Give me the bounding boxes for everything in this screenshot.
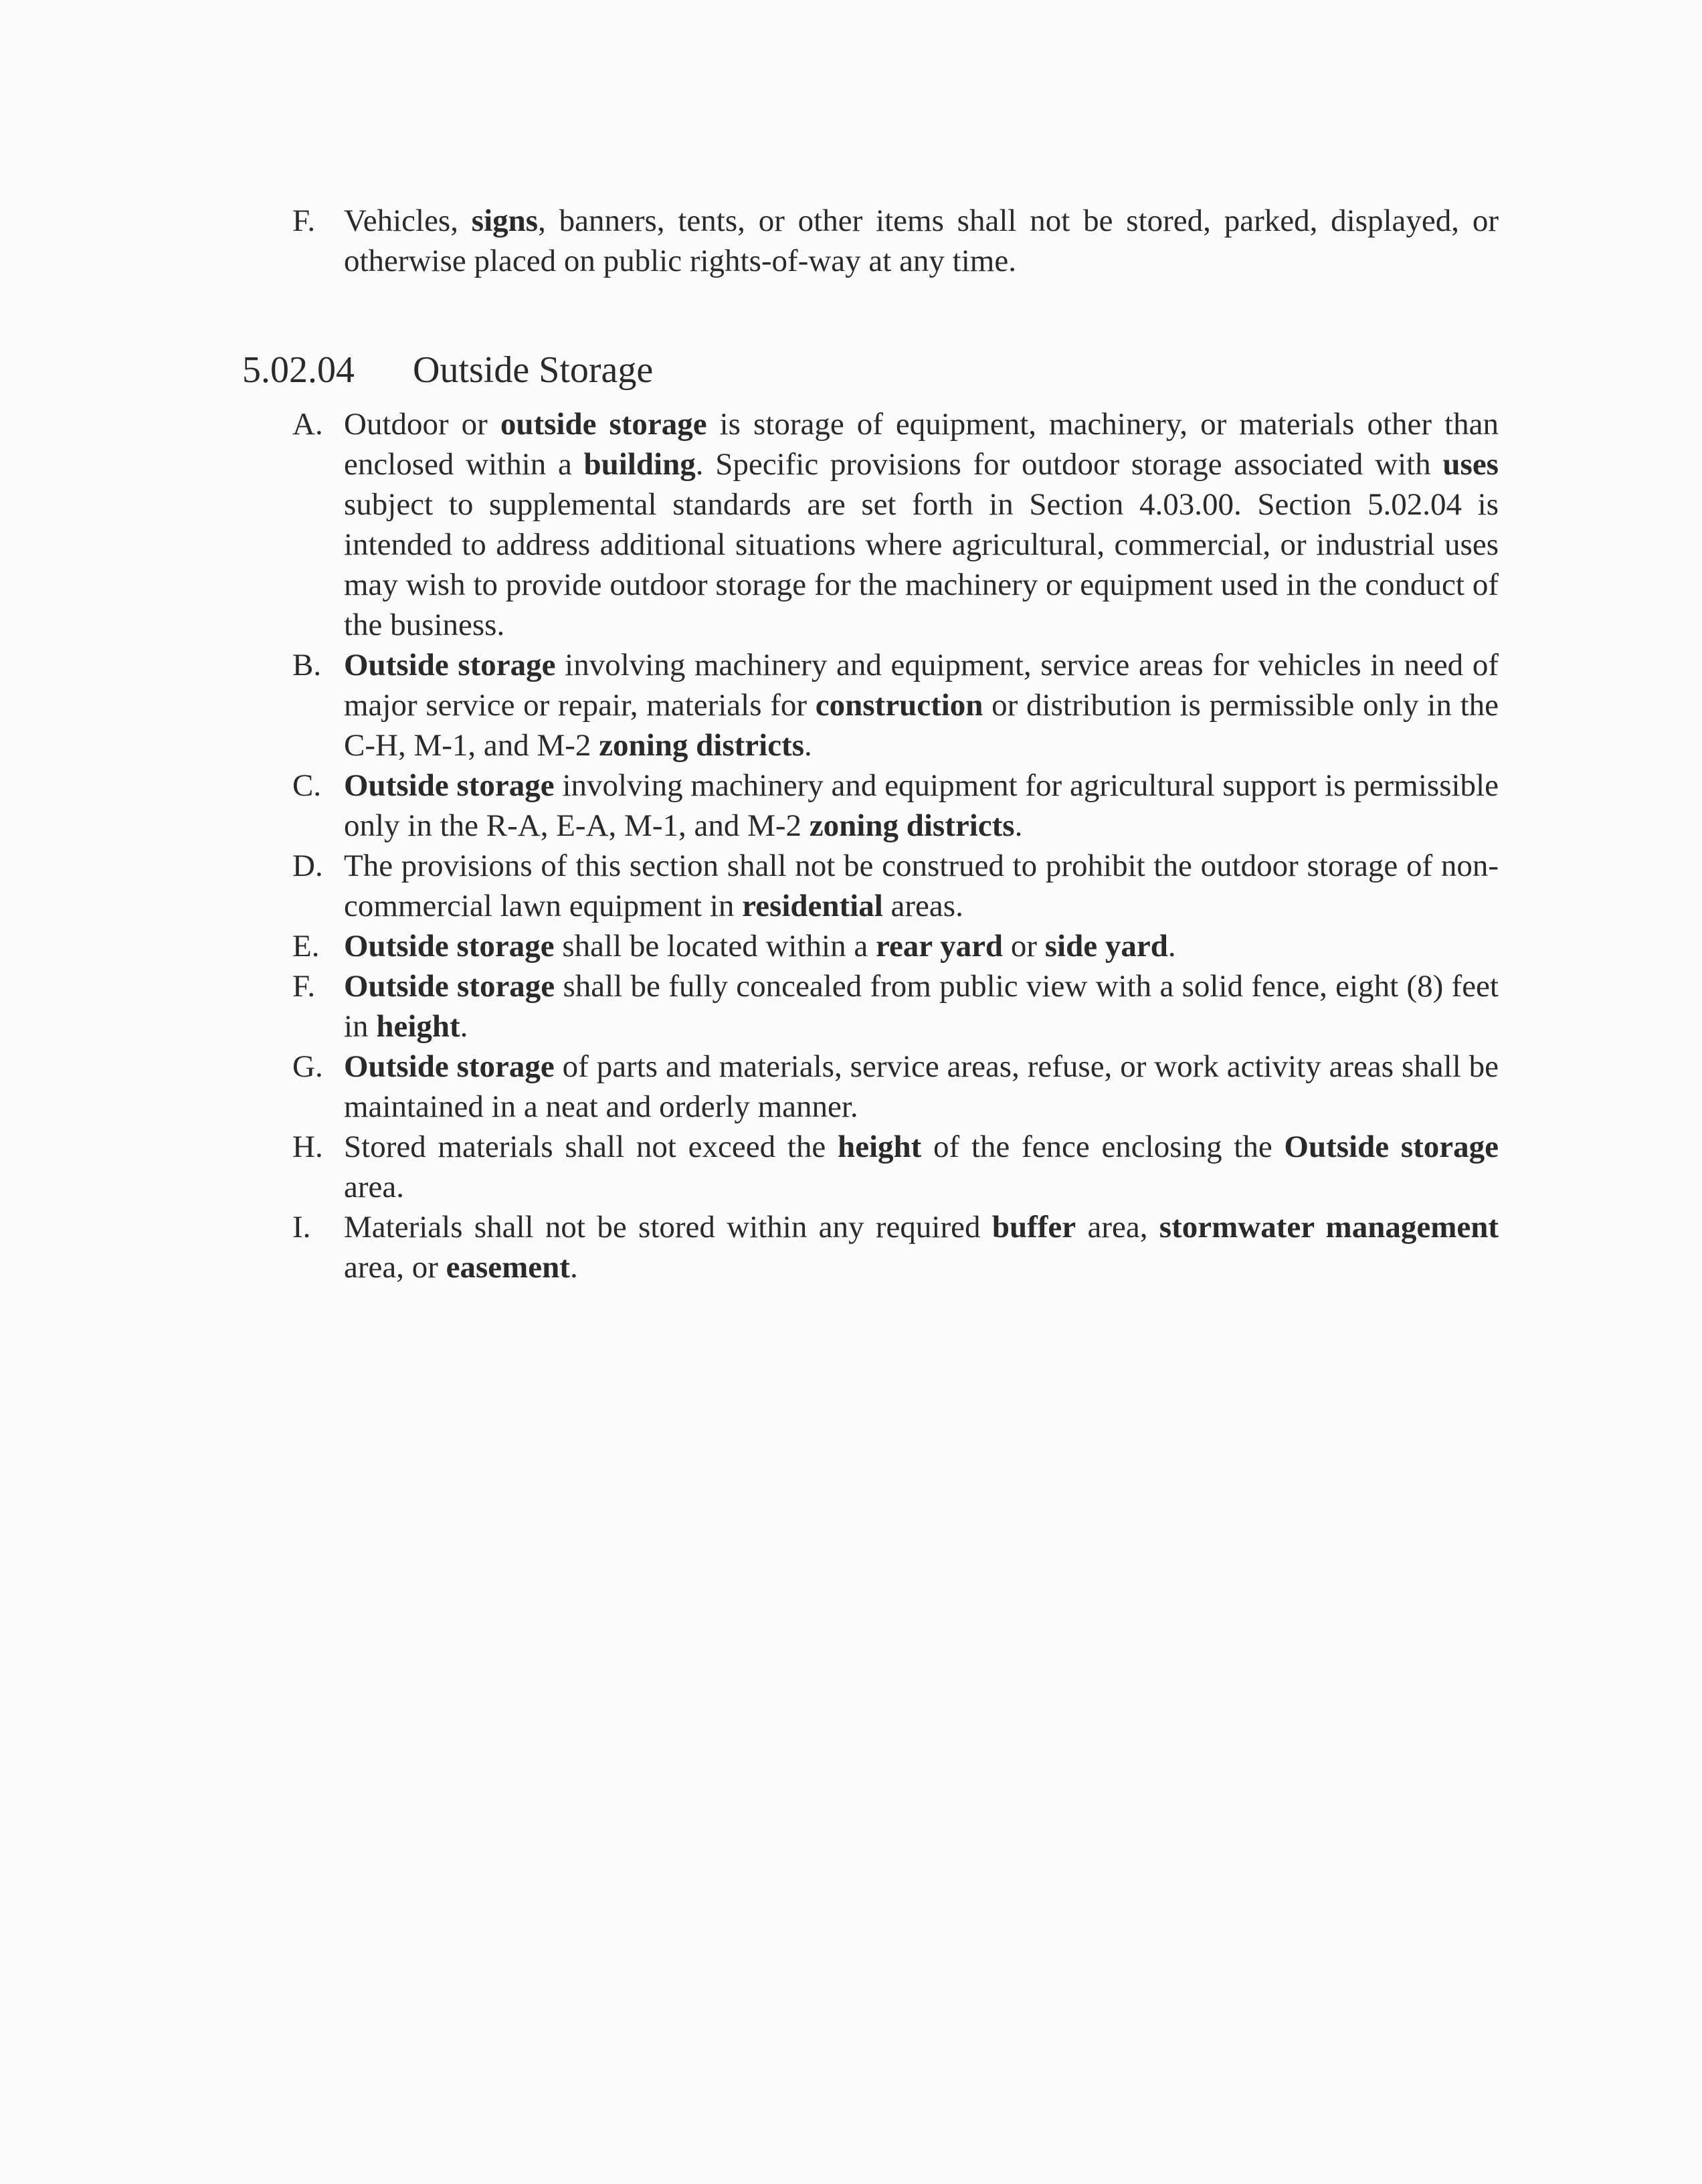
defined-term: outside storage <box>500 407 707 442</box>
defined-term: Outside storage <box>344 768 555 803</box>
list-item <box>292 846 1499 926</box>
text-run: Vehicles, <box>344 203 472 238</box>
text-run: involving machinery and equipment for agricultural support is permissible only in the R-A, E-A, M-1, and M-2 <box>344 768 1499 843</box>
item-label: C. <box>292 768 322 803</box>
list-item <box>292 966 1499 1046</box>
item-text <box>344 966 1499 1046</box>
defined-term: Outside storage <box>344 969 555 1004</box>
list-item <box>292 1207 1499 1287</box>
item-text <box>344 201 1499 281</box>
text-run: of the fence enclosing the <box>921 1129 1285 1164</box>
defined-term: buffer <box>991 1210 1076 1245</box>
outside-storage-list <box>292 404 1499 1287</box>
item-label: E. <box>292 929 320 964</box>
list-item <box>292 1046 1499 1127</box>
list-item <box>292 404 1499 645</box>
item-text <box>344 1207 1499 1287</box>
item-text <box>344 1127 1499 1207</box>
list-item <box>292 1127 1499 1207</box>
text-run: Outdoor or <box>344 407 500 442</box>
item-label: F. <box>292 969 316 1004</box>
text-run: or <box>1003 929 1045 964</box>
defined-term: side yard <box>1044 929 1168 964</box>
text-run: area, <box>1076 1210 1159 1245</box>
text-run: . Specific provisions for outdoor storage associated with <box>695 447 1443 482</box>
defined-term: building <box>583 447 696 482</box>
text-run: areas. <box>882 889 963 923</box>
text-run: , banners, tents, or other items shall not be stored, parked, displayed, or otherwise placed on public rights-of-way at any time. <box>344 203 1499 278</box>
text-run: . <box>569 1250 578 1285</box>
text-run: . <box>460 1009 468 1044</box>
list-item <box>292 645 1499 765</box>
defined-term: signs <box>471 203 539 238</box>
list-item <box>292 201 1499 281</box>
text-run: Stored materials shall not exceed the <box>344 1129 838 1164</box>
text-run: or distribution is permissible only in the C-H, M-1, and M-2 <box>344 688 1499 763</box>
defined-term: Outside storage <box>344 929 555 964</box>
defined-term: zoning districts <box>599 728 804 763</box>
defined-term: Outside storage <box>1284 1129 1499 1164</box>
text-run: shall be located within a <box>554 929 876 964</box>
defined-term: stormwater management <box>1159 1210 1499 1245</box>
section-number: 5.02.04 <box>242 349 355 391</box>
section-title: Outside Storage <box>413 349 654 391</box>
text-run: shall be fully concealed from public view with a solid fence, eight (8) feet in <box>344 969 1499 1044</box>
defined-term: height <box>837 1129 922 1164</box>
item-text <box>344 846 1499 926</box>
item-label: B. <box>292 648 322 682</box>
defined-term: Outside storage <box>344 1049 555 1084</box>
text-run: The provisions of this section shall not be construed to prohibit the outdoor storage of non-commercial lawn equipment in <box>344 848 1499 923</box>
previous-list <box>292 201 1499 281</box>
text-run: Materials shall not be stored within any required <box>344 1210 992 1245</box>
text-run: . <box>1014 808 1023 843</box>
item-label: A. <box>292 407 323 442</box>
item-text <box>344 1046 1499 1127</box>
item-label: H. <box>292 1129 323 1164</box>
text-run: area, or <box>344 1250 446 1285</box>
item-label: G. <box>292 1049 323 1084</box>
defined-term: construction <box>815 688 983 723</box>
list-item <box>292 765 1499 846</box>
defined-term: rear yard <box>875 929 1004 964</box>
defined-term: residential <box>742 889 883 923</box>
text-run: involving machinery and equipment, service areas for vehicles in need of major service or repair, materials for <box>344 648 1499 723</box>
defined-term: uses <box>1442 447 1499 482</box>
item-text <box>344 926 1499 966</box>
item-text <box>344 645 1499 765</box>
defined-term: Outside storage <box>344 648 556 682</box>
text-run: . <box>804 728 812 763</box>
section-heading <box>242 347 653 393</box>
item-label: I. <box>292 1210 311 1245</box>
text-run: subject to supplemental standards are set forth in Section 4.03.00. Section 5.02.04 is intended to address additional situations where agricultural, commercial, or industrial uses may wish to provide outdoor storage for the machinery or equipment used in the conduct of the business. <box>344 487 1499 642</box>
defined-term: height <box>376 1009 460 1044</box>
item-label: D. <box>292 848 323 883</box>
item-text <box>344 765 1499 846</box>
item-text <box>344 404 1499 645</box>
text-run: . <box>1167 929 1176 964</box>
text-run: is storage of equipment, machinery, or materials other than enclosed within a <box>344 407 1499 482</box>
text-run: of parts and materials, service areas, refuse, or work activity areas shall be maintained in a neat and orderly manner. <box>344 1049 1499 1124</box>
list-item <box>292 926 1499 966</box>
text-run: area. <box>344 1170 404 1204</box>
defined-term: easement <box>446 1250 570 1285</box>
item-label: F. <box>292 203 316 238</box>
defined-term: zoning districts <box>809 808 1015 843</box>
